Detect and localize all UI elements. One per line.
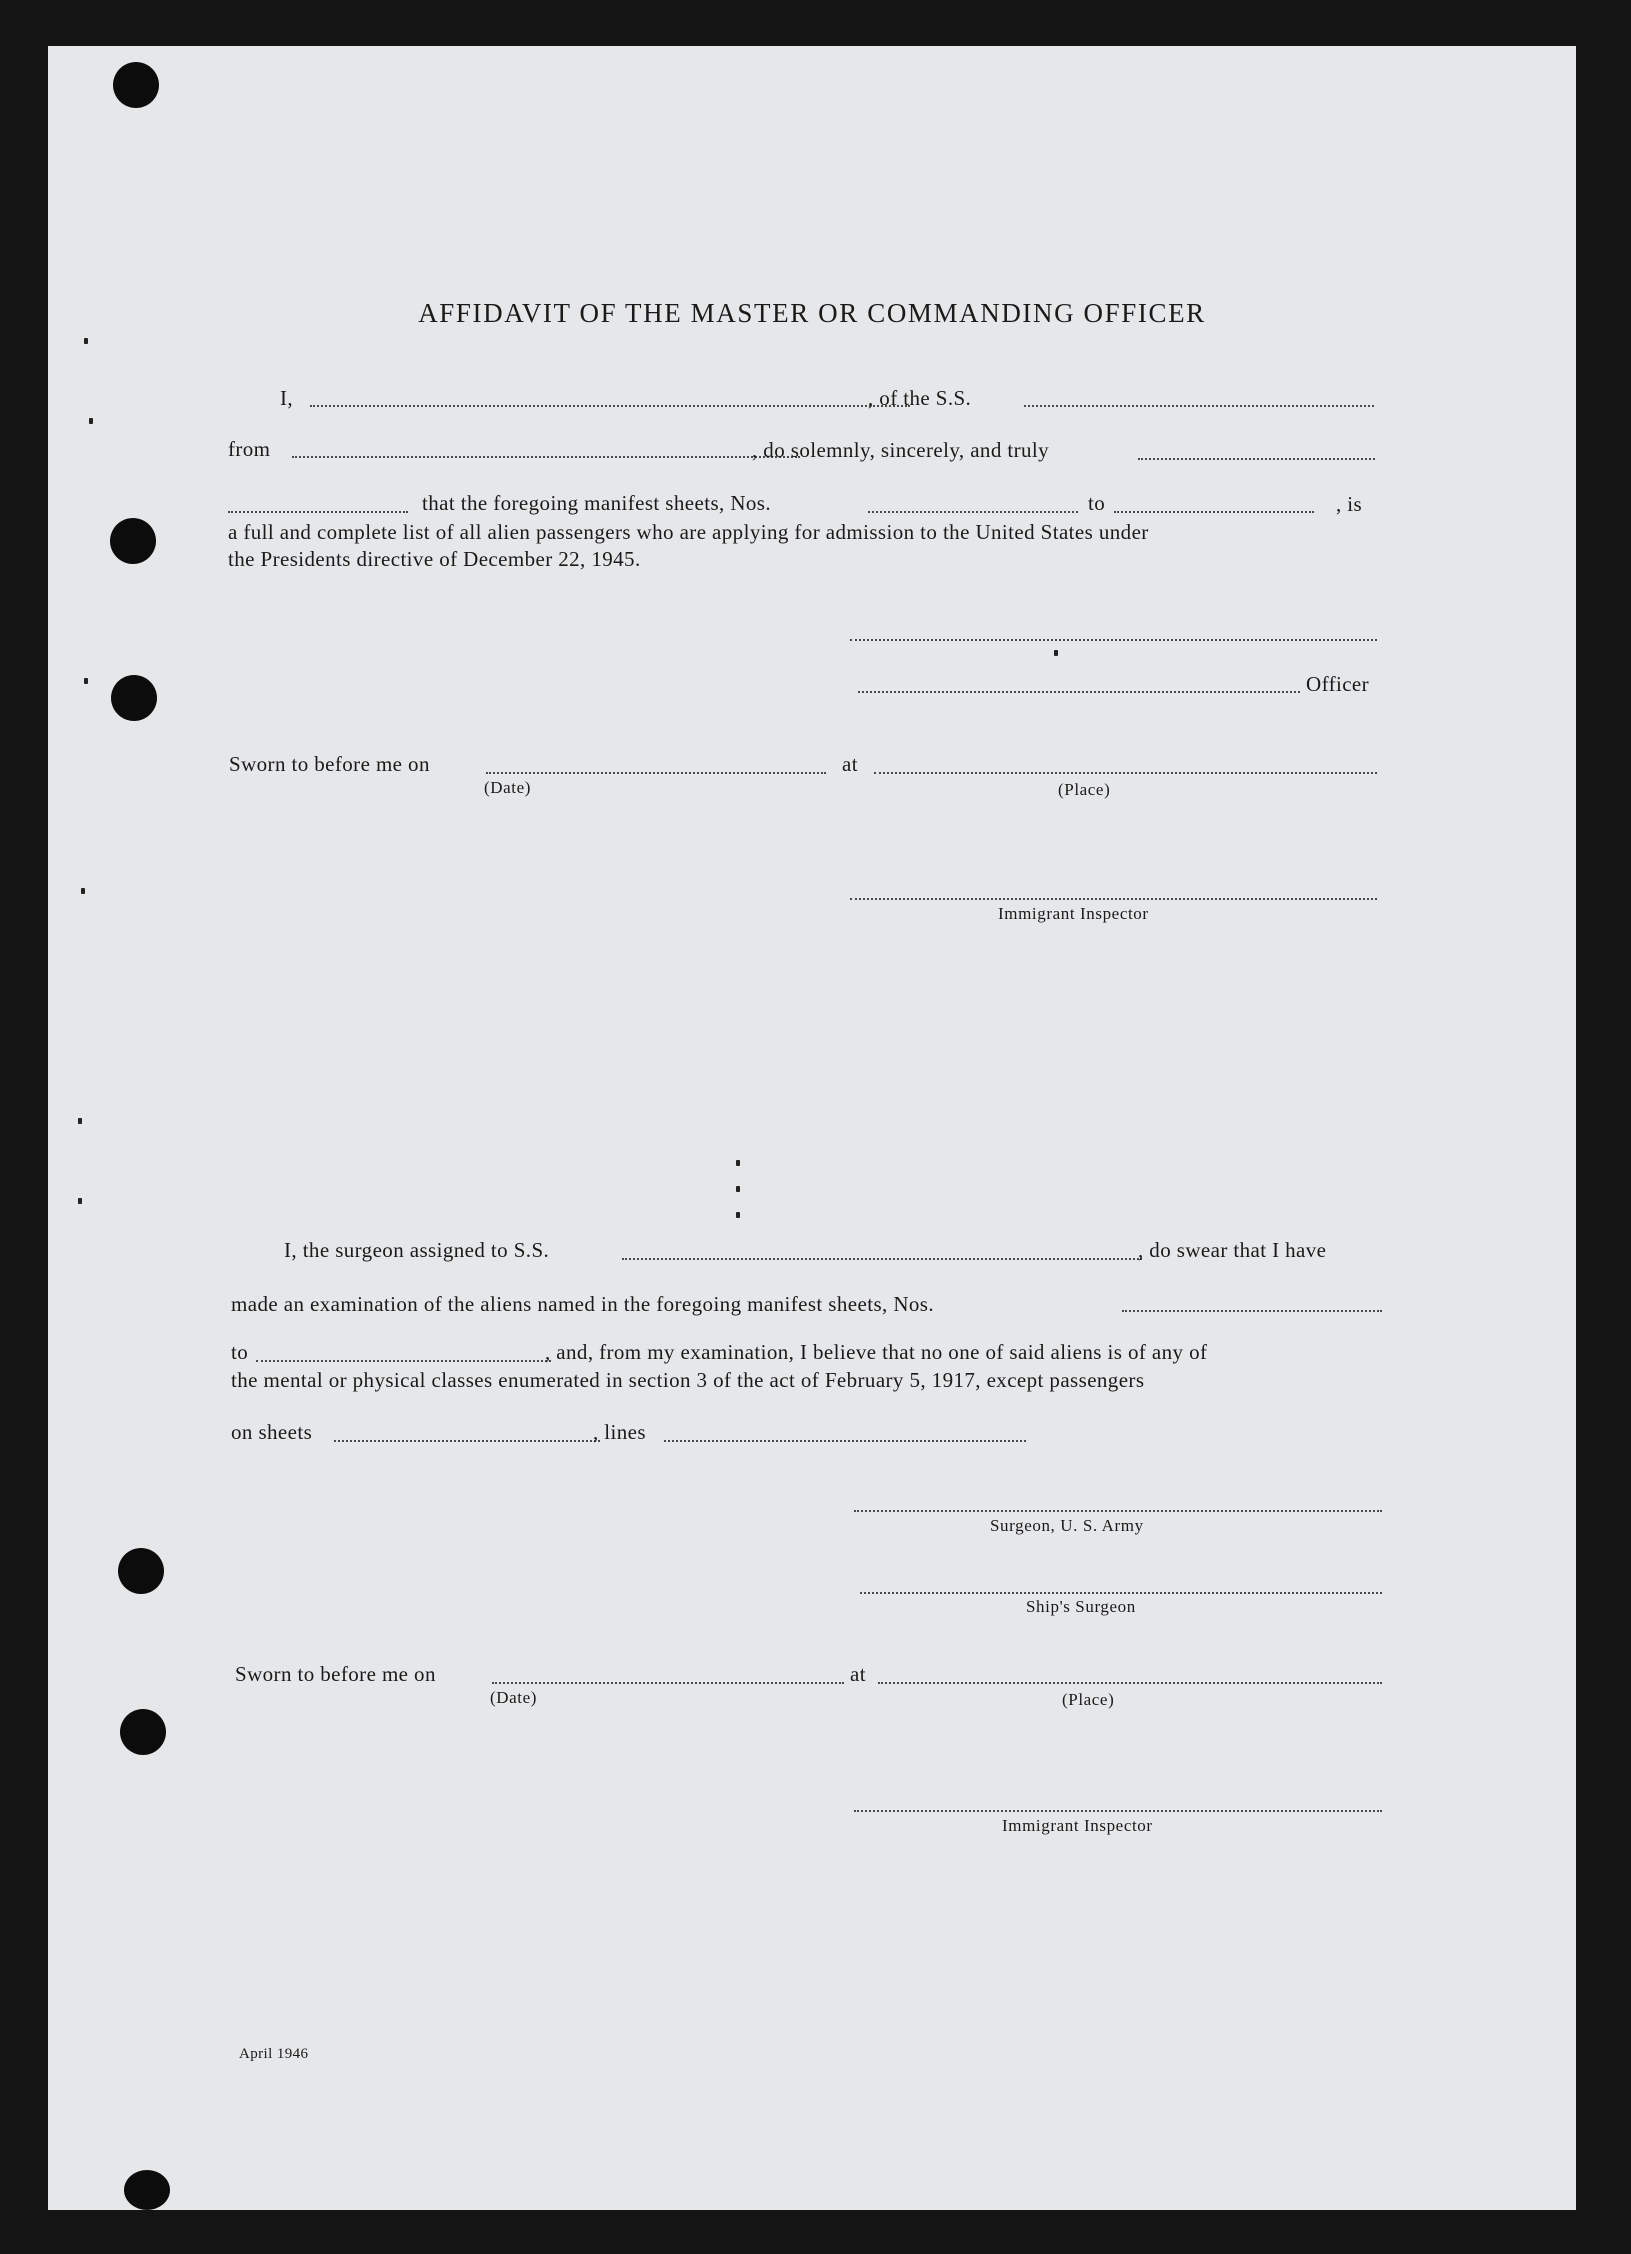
sheet-to-label: to xyxy=(1088,491,1106,515)
lines-label: , lines xyxy=(593,1420,646,1444)
surgeon-date-caption: (Date) xyxy=(490,1688,538,1707)
surgeon-line-3: , and, from my examination, I believe that no one of said aliens is of any of xyxy=(545,1340,1208,1364)
master-i-label: I, xyxy=(280,386,294,410)
surgeon-sheets-from-field[interactable] xyxy=(1122,1310,1382,1312)
form-page xyxy=(48,46,1576,2210)
at-label: at xyxy=(842,752,858,776)
paper-speck xyxy=(84,338,88,344)
ships-surgeon-caption: Ship's Surgeon xyxy=(1026,1597,1136,1616)
punch-hole xyxy=(120,1709,166,1755)
punch-hole xyxy=(113,62,159,108)
surgeon-line-1b: , do swear that I have xyxy=(1138,1238,1327,1262)
surgeon-sheets-to-field[interactable] xyxy=(256,1360,551,1362)
surgeon-line-1a: I, the surgeon assigned to S.S. xyxy=(284,1238,550,1262)
punch-hole xyxy=(118,1548,164,1594)
surgeon-sworn-label: Sworn to before me on xyxy=(235,1662,436,1686)
officer-title-line[interactable] xyxy=(858,691,1300,693)
declaration-field[interactable] xyxy=(228,511,408,513)
form-date-footer: April 1946 xyxy=(239,2046,309,2062)
sheet-from-field[interactable] xyxy=(868,511,1078,513)
punch-hole xyxy=(110,518,156,564)
ships-surgeon-signature-line[interactable] xyxy=(860,1592,1382,1594)
paper-speck xyxy=(89,418,93,424)
foregoing-sheets-label: that the foregoing manifest sheets, Nos. xyxy=(422,491,772,515)
inspector-signature-line[interactable] xyxy=(850,898,1377,900)
army-surgeon-signature-line[interactable] xyxy=(854,1510,1382,1512)
sworn-label: Sworn to before me on xyxy=(229,752,430,776)
sheet-to-field[interactable] xyxy=(1114,511,1314,513)
exception-sheets-field[interactable] xyxy=(334,1440,600,1442)
declaration-line-2: a full and complete list of all alien passengers who are applying for admission to the United States under xyxy=(228,520,1149,544)
surgeon-ship-field[interactable] xyxy=(622,1258,1142,1260)
sworn-place-field[interactable] xyxy=(874,772,1377,774)
surgeon-sworn-place-field[interactable] xyxy=(878,1682,1382,1684)
surgeon-inspector-signature-line[interactable] xyxy=(854,1810,1382,1812)
punch-hole xyxy=(111,675,157,721)
oath-field[interactable] xyxy=(1138,458,1375,460)
from-port-field[interactable] xyxy=(292,456,800,458)
surgeon-place-caption: (Place) xyxy=(1062,1690,1115,1709)
ship-name-field[interactable] xyxy=(1024,405,1374,407)
date-caption: (Date) xyxy=(484,778,532,797)
officer-signature-line[interactable] xyxy=(850,639,1377,641)
surgeon-at-label: at xyxy=(850,1662,866,1686)
sworn-date-field[interactable] xyxy=(486,772,826,774)
paper-speck xyxy=(1054,650,1058,656)
immigrant-inspector-caption: Immigrant Inspector xyxy=(998,904,1149,923)
surgeon-to-label: to xyxy=(231,1340,249,1364)
form-title: AFFIDAVIT OF THE MASTER OR COMMANDING OFFICER xyxy=(418,298,1206,328)
paper-speck xyxy=(78,1198,82,1204)
paper-speck xyxy=(736,1186,740,1192)
from-label: from xyxy=(228,437,271,461)
paper-speck xyxy=(736,1160,740,1166)
surgeon-sworn-date-field[interactable] xyxy=(492,1682,844,1684)
is-label: , is xyxy=(1336,492,1363,516)
surgeon-line-4: the mental or physical classes enumerated in section 3 of the act of February 5, 1917, except passengers xyxy=(231,1368,1145,1392)
master-name-field[interactable] xyxy=(310,405,910,407)
paper-speck xyxy=(736,1212,740,1218)
paper-speck xyxy=(81,888,85,894)
place-caption: (Place) xyxy=(1058,780,1111,799)
surgeon-line-2: made an examination of the aliens named in the foregoing manifest sheets, Nos. xyxy=(231,1292,935,1316)
on-sheets-label: on sheets xyxy=(231,1420,313,1444)
solemnly-label: , do solemnly, sincerely, and truly xyxy=(752,438,1050,462)
surgeon-immigrant-inspector-caption: Immigrant Inspector xyxy=(1002,1816,1153,1835)
of-ss-label: , of the S.S. xyxy=(868,386,972,410)
exception-lines-field[interactable] xyxy=(664,1440,1026,1442)
declaration-line-3: the Presidents directive of December 22, 1945. xyxy=(228,547,641,571)
punch-hole xyxy=(124,2170,170,2210)
officer-label: Officer xyxy=(1306,672,1370,696)
paper-speck xyxy=(78,1118,82,1124)
paper-speck xyxy=(84,678,88,684)
army-surgeon-caption: Surgeon, U. S. Army xyxy=(990,1516,1144,1535)
